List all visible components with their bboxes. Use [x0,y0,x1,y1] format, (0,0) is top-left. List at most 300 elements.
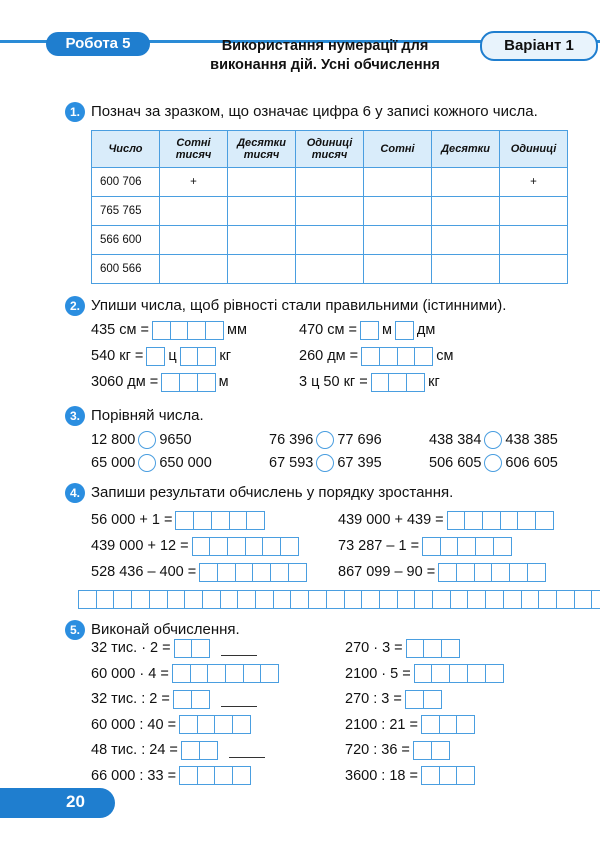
table-row [92,226,568,255]
expression-row [91,536,310,556]
answer-box-group[interactable] [161,373,215,392]
answer-box[interactable] [288,563,307,582]
answer-box[interactable] [406,639,425,658]
answer-box-group[interactable] [175,511,265,530]
answer-box[interactable] [214,715,233,734]
answer-box[interactable] [96,590,115,609]
expression-row [345,740,507,760]
title-line-2: виконання дій. Усні обчислення [210,57,440,73]
mark-cell[interactable] [432,197,500,226]
answer-box[interactable] [181,741,200,760]
answer-box[interactable] [467,664,486,683]
answer-box[interactable] [197,766,216,785]
answer-box[interactable] [491,563,510,582]
expression-text: 439 000 + 439 = [338,512,444,528]
equation-text: 260 дм = [299,348,359,364]
answer-box[interactable] [187,321,206,340]
answer-box[interactable] [521,590,540,609]
answer-box[interactable] [308,590,327,609]
answer-box[interactable] [229,511,248,530]
equation-text: 540 кг = [91,348,144,364]
answer-box[interactable] [447,511,466,530]
task-4-right-column [338,510,557,588]
answer-box[interactable] [456,715,475,734]
answer-box[interactable] [161,373,180,392]
answer-box-group[interactable] [172,664,280,683]
compare-right-number: 650 000 [159,455,212,471]
equation-text: мм [227,322,247,338]
answer-box[interactable] [467,590,486,609]
answer-box[interactable] [180,347,199,366]
expression-text: 867 099 – 90 = [338,564,436,580]
number-cell: 600 706 [92,168,160,197]
expression-text: 48 тис. : 24 = [91,742,178,759]
answer-box[interactable] [432,590,451,609]
expression-row [345,689,507,709]
mark-cell[interactable] [500,226,568,255]
table-header-cell [296,131,364,168]
answer-box-group[interactable] [421,715,475,734]
answer-box[interactable] [273,590,292,609]
answer-box[interactable] [235,563,254,582]
mark-cell[interactable] [228,168,296,197]
expression-row [91,715,282,735]
answer-box[interactable] [193,511,212,530]
task-5-left-column [91,638,282,792]
expression-row [91,638,282,658]
compare-right-number: 606 605 [505,455,558,471]
mark-cell[interactable] [228,197,296,226]
answer-box[interactable] [199,563,218,582]
mark-cell[interactable] [160,255,228,284]
expression-text: 56 000 + 1 = [91,512,173,528]
answer-box[interactable] [255,590,274,609]
answer-box[interactable] [493,537,512,556]
answer-box[interactable] [421,766,440,785]
mark-cell[interactable] [364,226,432,255]
answer-box[interactable] [197,373,216,392]
expression-text: 66 000 : 33 = [91,767,177,784]
task-1-text: Познач за зразком, що означає цифра 6 у записі кожного числа. [91,103,538,120]
answer-box[interactable] [431,741,450,760]
compare-left-number: 65 000 [91,455,136,471]
task-2-text: Упиши числа, щоб рівності стали правильними (істинними). [91,297,507,314]
mark-cell[interactable]: + [160,168,228,197]
expression-row [91,510,310,530]
answer-box[interactable] [379,590,398,609]
comparison-circle[interactable] [316,431,334,449]
answer-box[interactable] [361,347,380,366]
task-3-text: Порівняй числа. [91,407,204,424]
mark-cell[interactable] [296,197,364,226]
answer-box[interactable] [591,590,600,609]
mark-cell[interactable] [500,197,568,226]
equation-text: м [381,322,392,338]
answer-box[interactable] [179,373,198,392]
answer-box-group[interactable] [179,715,251,734]
ascending-order-answer-boxes[interactable] [78,590,600,609]
answer-box-group[interactable] [174,639,211,658]
equation-row [91,346,247,366]
answer-box[interactable] [205,321,224,340]
answer-box[interactable] [78,590,97,609]
answer-box[interactable] [344,590,363,609]
equation-row [91,320,247,340]
expression-row [91,689,282,709]
mark-cell[interactable] [364,168,432,197]
answer-box-group[interactable] [447,511,555,530]
task-2-right-column [299,320,453,398]
answer-box-group[interactable] [406,639,460,658]
page-number-tab [0,788,116,818]
answer-box[interactable] [456,563,475,582]
answer-blank-line[interactable] [221,692,257,707]
answer-box[interactable] [167,590,186,609]
task-number-1: 1. [65,102,85,122]
answer-box[interactable] [262,537,281,556]
answer-box[interactable] [406,373,425,392]
equation-text: ц [168,348,177,364]
comparison-pair [429,453,558,473]
table-row [92,255,568,284]
expression-text: 2100 · 5 = [345,665,411,682]
answer-blank-line[interactable] [229,743,265,758]
answer-box[interactable] [270,563,289,582]
answer-box-group[interactable] [173,690,210,709]
answer-box[interactable] [360,321,379,340]
answer-box[interactable] [173,690,192,709]
answer-box[interactable] [503,590,522,609]
header-text: Число [108,143,143,155]
answer-box[interactable] [414,590,433,609]
equation-row [91,372,247,392]
answer-box-group[interactable] [179,766,251,785]
answer-box[interactable] [438,563,457,582]
table-header-cell [92,131,160,168]
table-header-cell [500,131,568,168]
answer-box[interactable] [449,664,468,683]
answer-box[interactable] [450,590,469,609]
answer-box[interactable] [207,664,226,683]
answer-box-group[interactable] [146,347,165,366]
equation-text: кг [428,374,440,390]
header-text: тисяч [175,149,212,161]
answer-box-group[interactable] [180,347,217,366]
comparison-circle[interactable] [138,431,156,449]
compare-left-number: 506 605 [429,455,482,471]
expression-text: 270 : 3 = [345,691,402,708]
answer-box[interactable] [175,511,194,530]
answer-box[interactable] [379,347,398,366]
header-text: Десятки [237,137,286,149]
answer-box[interactable] [217,563,236,582]
digit-place-table [91,130,568,284]
answer-box[interactable] [245,537,264,556]
equation-text: 3060 дм = [91,374,159,390]
header-text: тисяч [243,149,280,161]
answer-box[interactable] [439,766,458,785]
answer-box[interactable] [464,511,483,530]
page-number: 20 [66,792,85,811]
comparison-pair [269,453,382,473]
expression-text: 32 тис. : 2 = [91,691,170,708]
expression-row [91,664,282,684]
compare-left-number: 67 593 [269,455,314,471]
answer-box[interactable] [199,741,218,760]
number-cell: 765 765 [92,197,160,226]
mark-cell[interactable] [228,226,296,255]
task-5-text: Виконай обчислення. [91,621,240,638]
answer-box[interactable] [482,511,501,530]
answer-box[interactable] [214,766,233,785]
answer-box-group[interactable] [360,321,379,340]
answer-box[interactable] [500,511,519,530]
answer-box[interactable] [422,537,441,556]
answer-box[interactable] [474,563,493,582]
equation-text: 435 см = [91,322,149,338]
table-header-cell [160,131,228,168]
compare-right-number: 77 696 [337,432,382,448]
mark-cell[interactable] [432,255,500,284]
comparison-circle[interactable] [484,431,502,449]
answer-box[interactable] [197,347,216,366]
task-4-text: Запиши результати обчислень у порядку зростання. [91,484,454,501]
equation-text: кг [219,348,232,364]
comparison-circle[interactable] [316,454,334,472]
answer-box[interactable] [225,664,244,683]
answer-box[interactable] [179,715,198,734]
compare-right-number: 9650 [159,432,192,448]
header-text: Десятки [441,143,490,155]
header-text: Одиниці [510,143,557,155]
answer-box[interactable] [421,715,440,734]
answer-box[interactable] [440,537,459,556]
expression-text: 3600 : 18 = [345,767,418,784]
answer-box[interactable] [535,511,554,530]
answer-box[interactable] [423,639,442,658]
compare-left-number: 76 396 [269,432,314,448]
answer-box[interactable] [152,321,171,340]
answer-box[interactable] [260,664,279,683]
answer-box[interactable] [191,690,210,709]
answer-box[interactable] [174,639,193,658]
variant-badge: Варіант 1 [480,31,598,61]
answer-box[interactable] [439,715,458,734]
mark-cell[interactable] [160,226,228,255]
answer-box[interactable] [414,664,433,683]
task-number-5: 5. [65,620,85,640]
equation-row [299,346,453,366]
answer-box-group[interactable] [438,563,546,582]
answer-box[interactable] [243,664,262,683]
answer-box-group[interactable] [421,766,475,785]
comparison-circle[interactable] [138,454,156,472]
answer-box[interactable] [202,590,221,609]
answer-box[interactable] [475,537,494,556]
equation-text: м [218,374,229,390]
answer-box[interactable] [252,563,271,582]
mark-cell[interactable] [364,197,432,226]
expression-row [345,715,507,735]
equation-text: 470 см = [299,322,357,338]
answer-box[interactable] [113,590,132,609]
answer-box[interactable] [237,590,256,609]
work-badge: Робота 5 [46,32,150,56]
expression-row [345,766,507,786]
expression-text: 528 436 – 400 = [91,564,197,580]
answer-box[interactable] [485,590,504,609]
expression-text: 720 : 36 = [345,742,410,759]
answer-box-group[interactable] [192,537,300,556]
table-header-cell [364,131,432,168]
mark-cell[interactable] [432,226,500,255]
comparison-pair [429,430,558,450]
task-4-left-column [91,510,310,588]
answer-box[interactable] [538,590,557,609]
answer-box[interactable] [395,321,414,340]
answer-box[interactable] [197,715,216,734]
answer-box-group[interactable] [395,321,414,340]
task-number-4: 4. [65,483,85,503]
answer-box[interactable] [290,590,309,609]
answer-box[interactable] [371,373,390,392]
answer-box-group[interactable] [422,537,512,556]
answer-box-group[interactable] [181,741,218,760]
header-text: Сотні [176,137,211,149]
number-cell: 566 600 [92,226,160,255]
table-header-cell [228,131,296,168]
mark-cell[interactable] [296,226,364,255]
answer-box[interactable] [397,347,416,366]
compare-left-number: 12 800 [91,432,136,448]
answer-box[interactable] [517,511,536,530]
expression-row [345,638,507,658]
answer-box[interactable] [556,590,575,609]
comparison-pair [269,430,382,450]
expression-text: 32 тис. · 2 = [91,640,171,656]
answer-box[interactable] [326,590,345,609]
compare-left-number: 438 384 [429,432,482,448]
answer-box[interactable] [246,511,265,530]
expression-text: 73 287 – 1 = [338,538,420,554]
comparison-pair [91,430,192,450]
answer-box[interactable] [280,537,299,556]
mark-cell[interactable] [296,255,364,284]
answer-box[interactable] [209,537,228,556]
header-text: Сотні [380,143,415,155]
answer-box-group[interactable] [361,347,433,366]
table-header-cell [432,131,500,168]
task-5-right-column [345,638,507,792]
answer-box-group[interactable] [371,373,425,392]
mark-cell[interactable] [432,168,500,197]
answer-box[interactable] [405,690,424,709]
answer-box-group[interactable] [78,590,600,609]
answer-box[interactable] [485,664,504,683]
answer-box[interactable] [232,715,251,734]
expression-text: 2100 : 21 = [345,716,418,733]
answer-box-group[interactable] [414,664,504,683]
answer-box[interactable] [431,664,450,683]
answer-box[interactable] [509,563,528,582]
expression-row [338,562,557,582]
mark-cell[interactable] [500,255,568,284]
expression-row [345,664,507,684]
table-row [92,168,568,197]
answer-box[interactable] [457,537,476,556]
answer-box[interactable] [184,590,203,609]
answer-box[interactable] [413,741,432,760]
answer-box[interactable] [441,639,460,658]
equation-text: 3 ц 50 кг = [299,374,368,390]
answer-box[interactable] [146,347,165,366]
answer-box[interactable] [170,321,189,340]
equation-text: дм [416,322,436,338]
expression-row [338,536,557,556]
task-2-left-column [91,320,247,398]
answer-box[interactable] [172,664,191,683]
answer-box[interactable] [414,347,433,366]
comparison-pair [91,453,212,473]
answer-box[interactable] [456,766,475,785]
expression-row [338,510,557,530]
table-row [92,197,568,226]
number-cell: 600 566 [92,255,160,284]
answer-box-group[interactable] [413,741,450,760]
answer-box[interactable] [211,511,230,530]
compare-right-number: 438 385 [505,432,558,448]
equation-row [299,372,453,392]
mark-cell[interactable] [296,168,364,197]
answer-box[interactable] [191,639,210,658]
answer-box[interactable] [192,537,211,556]
answer-box[interactable] [131,590,150,609]
answer-box[interactable] [190,664,209,683]
expression-row [91,740,282,760]
expression-row [91,562,310,582]
equation-row [299,320,453,340]
expression-text: 60 000 : 40 = [91,716,177,733]
answer-box-group[interactable] [405,690,442,709]
answer-box[interactable] [232,766,251,785]
mark-cell[interactable] [160,197,228,226]
answer-box[interactable] [149,590,168,609]
answer-box[interactable] [574,590,593,609]
expression-text: 270 · 3 = [345,640,403,656]
compare-right-number: 67 395 [337,455,382,471]
answer-box[interactable] [220,590,239,609]
answer-box[interactable] [423,690,442,709]
answer-blank-line[interactable] [221,641,257,656]
answer-box[interactable] [397,590,416,609]
answer-box[interactable] [227,537,246,556]
answer-box-group[interactable] [152,321,224,340]
task-number-3: 3. [65,406,85,426]
header-text: тисяч [311,149,348,161]
answer-box[interactable] [388,373,407,392]
mark-cell[interactable] [228,255,296,284]
comparison-circle[interactable] [484,454,502,472]
task-number-2: 2. [65,296,85,316]
mark-cell[interactable]: + [500,168,568,197]
expression-text: 60 000 · 4 = [91,665,169,682]
answer-box-group[interactable] [199,563,307,582]
answer-box[interactable] [527,563,546,582]
mark-cell[interactable] [364,255,432,284]
answer-box[interactable] [179,766,198,785]
answer-box[interactable] [361,590,380,609]
expression-row [91,766,282,786]
